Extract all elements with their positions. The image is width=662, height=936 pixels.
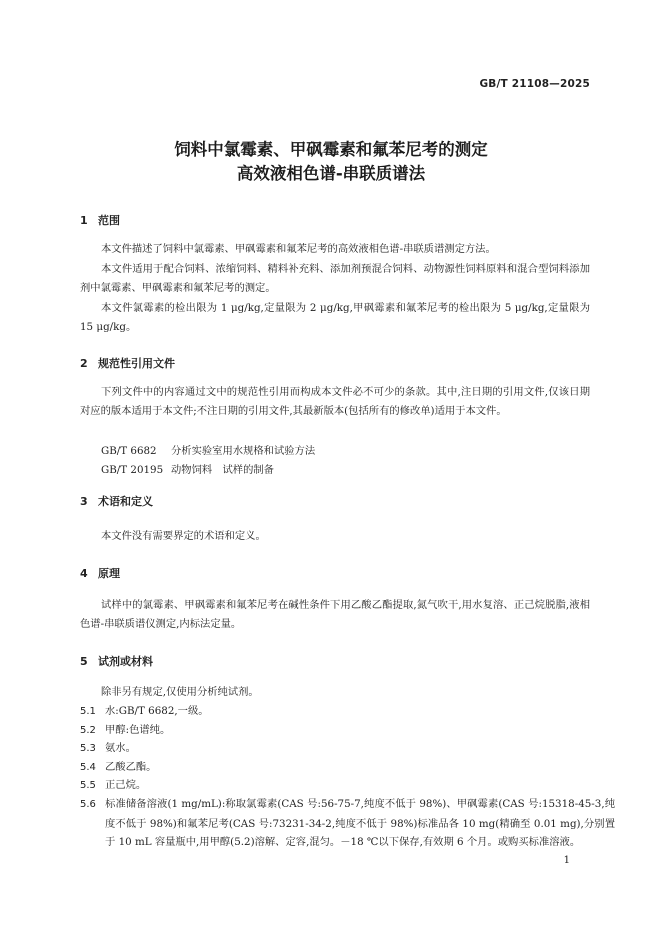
list-item xyxy=(80,776,590,796)
paragraph: 下列文件中的内容通过文中的规范性引用而构成本文件必不可少的条款。其中,注日期的引用文件,仅该日期对应的版本适用于本文件;不注日期的引用文件,其最新版本(包括所有的修改单)适用于本文件。 xyxy=(80,386,590,417)
section-title: 原理 xyxy=(98,567,120,580)
section-heading-normative-references xyxy=(80,355,175,371)
paragraph: 本文件适用于配合饲料、浓缩饲料、精料补充料、添加剂预混合饲料、动物源性饲料原料和混合型饲料添加剂中氯霉素、甲砜霉素和氟苯尼考的测定。 xyxy=(80,263,590,294)
reference-code: GB/T 20195 xyxy=(101,464,164,476)
section-number: 2 xyxy=(80,357,88,370)
list-item xyxy=(80,739,590,759)
reference-item xyxy=(101,442,315,457)
reference-code: GB/T 6682 xyxy=(101,445,157,457)
document-title-line1: 饲料中氯霉素、甲砜霉素和氟苯尼考的测定 xyxy=(174,140,488,159)
item-number: 5.5 xyxy=(80,780,96,791)
item-text: 标准储备溶液(1 mg/mL):称取氯霉素(CAS 号:56-75-7,纯度不低于 98%)、甲砜霉素(CAS 号:15318-45-3,纯度不低于 98%)和氟苯尼考(CAS 号:73231-34-2,纯度不低于 98%)标准品各 10 mg(精确至 0.01 mg),分别置于 10 mL 容量瓶中,用甲醇(5.2)溶解、定容,混匀。－18 ℃以下保存,有效期 6 个月。或购买标准溶液。 xyxy=(105,798,615,849)
list-item xyxy=(80,721,590,741)
list-item xyxy=(80,702,590,722)
section-title: 试剂或材料 xyxy=(98,655,153,668)
section-title: 规范性引用文件 xyxy=(98,357,175,370)
item-text: 水:GB/T 6682,一级。 xyxy=(105,705,209,717)
paragraph: 除非另有规定,仅使用分析纯试剂。 xyxy=(101,686,259,698)
item-text: 乙酸乙酯。 xyxy=(105,761,157,773)
standard-number: GB/T 21108—2025 xyxy=(479,78,590,90)
item-number: 5.3 xyxy=(80,743,96,754)
item-number: 5.6 xyxy=(80,799,96,810)
section-number: 4 xyxy=(80,567,88,580)
section-title: 范围 xyxy=(98,214,120,227)
paragraph: 本文件氯霉素的检出限为 1 μg/kg,定量限为 2 μg/kg,甲砜霉素和氟苯尼考的检出限为 5 μg/kg,定量限为 15 μg/kg。 xyxy=(80,302,590,333)
item-number: 5.4 xyxy=(80,762,96,773)
section-heading-principle xyxy=(80,565,120,581)
page-number: 1 xyxy=(563,855,570,866)
item-text: 正己烷。 xyxy=(105,779,147,791)
document-title-line2: 高效液相色谱-串联质谱法 xyxy=(236,164,426,183)
section-heading-reagents xyxy=(80,653,153,669)
section-number: 1 xyxy=(80,214,88,227)
section-number: 3 xyxy=(80,495,88,508)
paragraph: 试样中的氯霉素、甲砜霉素和氟苯尼考在碱性条件下用乙酸乙酯提取,氮气吹干,用水复溶、正己烷脱脂,液相色谱-串联质谱仪测定,内标法定量。 xyxy=(80,599,590,630)
section-heading-terms xyxy=(80,493,153,509)
paragraph: 本文件描述了饲料中氯霉素、甲砜霉素和氟苯尼考的高效液相色谱-串联质谱测定方法。 xyxy=(101,243,496,255)
item-text: 氨水。 xyxy=(105,742,136,754)
list-item xyxy=(80,758,590,778)
item-text: 甲醇:色谱纯。 xyxy=(105,724,171,736)
section-title: 术语和定义 xyxy=(98,495,153,508)
reference-title: 动物饲料 试样的制备 xyxy=(171,464,274,476)
reference-item xyxy=(101,461,274,476)
item-number: 5.2 xyxy=(80,725,96,736)
reference-title: 分析实验室用水规格和试验方法 xyxy=(171,445,316,457)
paragraph: 本文件没有需要界定的术语和定义。 xyxy=(101,530,266,542)
section-number: 5 xyxy=(80,655,88,668)
item-number: 5.1 xyxy=(80,706,96,717)
section-heading-scope xyxy=(80,212,120,228)
list-item xyxy=(80,795,615,852)
